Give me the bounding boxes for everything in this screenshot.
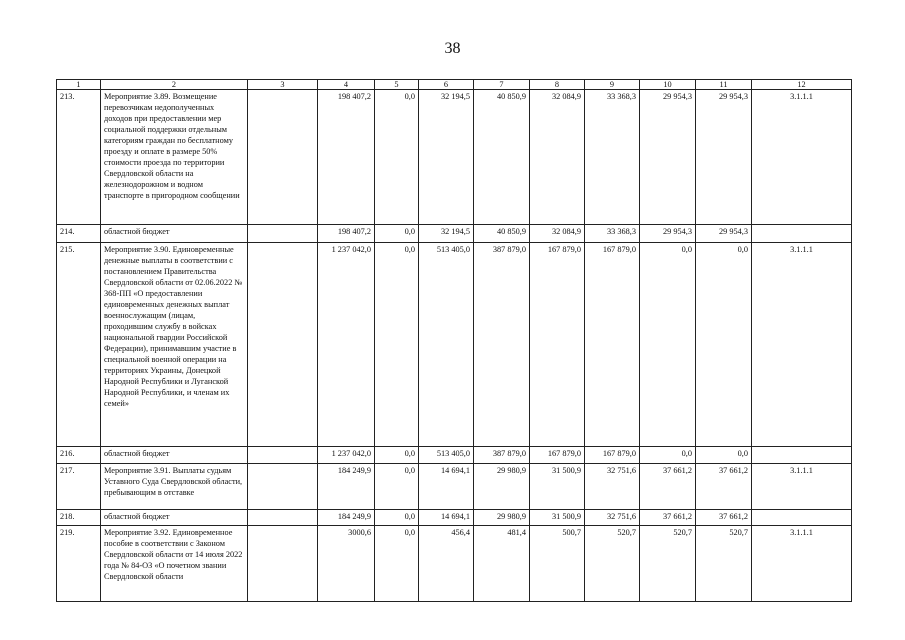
cell-col8: 32 084,9 <box>530 225 585 243</box>
cell-col6: 14 694,1 <box>419 510 474 526</box>
cell-col11: 520,7 <box>696 526 752 602</box>
cell-col5: 0,0 <box>375 90 419 225</box>
cell-col10: 0,0 <box>640 447 696 464</box>
cell-col7: 40 850,9 <box>474 225 530 243</box>
row-number: 215. <box>57 243 101 447</box>
cell-col9: 33 368,3 <box>585 225 640 243</box>
row-name: Мероприятие 3.89. Возмещение перевозчикам недополученных доходов при предоставлении мер социальной поддержки отдельным категориям граждан по бесплатному проезду и оплате в размере 50% стоимости проезда по территории Свердловской области на железнодорожном и водном транспорте в пригородном сообщении <box>101 90 248 225</box>
row-number: 217. <box>57 464 101 510</box>
cell-col7: 481,4 <box>474 526 530 602</box>
cell-col7: 29 980,9 <box>474 464 530 510</box>
cell-col6: 513 405,0 <box>419 243 474 447</box>
cell-col5: 0,0 <box>375 447 419 464</box>
cell-col3 <box>248 90 318 225</box>
cell-col6: 456,4 <box>419 526 474 602</box>
cell-col11: 29 954,3 <box>696 90 752 225</box>
cell-col10: 29 954,3 <box>640 225 696 243</box>
table-row <box>57 447 852 464</box>
cell-col6: 32 194,5 <box>419 90 474 225</box>
cell-col10: 37 661,2 <box>640 464 696 510</box>
cell-col10: 29 954,3 <box>640 90 696 225</box>
cell-col12: 3.1.1.1 <box>752 90 852 225</box>
cell-col11: 37 661,2 <box>696 510 752 526</box>
table-row <box>57 464 852 510</box>
column-header: 3 <box>248 80 318 90</box>
row-name: Мероприятие 3.92. Единовременное пособие в соответствии с Законом Свердловской области от 14 июля 2022 года № 84-ОЗ «О почетном звании Свердловской области <box>101 526 248 602</box>
cell-col10: 0,0 <box>640 243 696 447</box>
cell-col4: 184 249,9 <box>318 510 375 526</box>
table-row <box>57 510 852 526</box>
cell-col8: 167 879,0 <box>530 447 585 464</box>
row-name: областной бюджет <box>101 510 248 526</box>
row-name: Мероприятие 3.91. Выплаты судьям Уставного Суда Свердловской области, пребывающим в отставке <box>101 464 248 510</box>
cell-col6: 513 405,0 <box>419 447 474 464</box>
cell-col5: 0,0 <box>375 526 419 602</box>
cell-col3 <box>248 225 318 243</box>
cell-col5: 0,0 <box>375 225 419 243</box>
row-name: Мероприятие 3.90. Единовременные денежные выплаты в соответствии с постановлением Правительства Свердловской области от 02.06.2022 № 368-ПП «О предоставлении единовременных денежных выплат военнослужащим (лицам, проходившим службу в войсках национальной гвардии Российской Федерации), принимавшим участие в специальной военной операции на территориях Украины, Донецкой Народной Республики и Луганской Народной Республики, и членам их семей» <box>101 243 248 447</box>
cell-col8: 500,7 <box>530 526 585 602</box>
page-number: 38 <box>444 40 461 57</box>
row-number: 218. <box>57 510 101 526</box>
cell-col4: 198 407,2 <box>318 90 375 225</box>
row-name: областной бюджет <box>101 225 248 243</box>
cell-col9: 520,7 <box>585 526 640 602</box>
cell-col4: 184 249,9 <box>318 464 375 510</box>
table-row <box>57 90 852 225</box>
cell-col12 <box>752 225 852 243</box>
column-header: 1 <box>57 80 101 90</box>
column-header: 7 <box>474 80 530 90</box>
cell-col3 <box>248 464 318 510</box>
table-header-row <box>57 80 852 90</box>
cell-col6: 32 194,5 <box>419 225 474 243</box>
cell-col7: 40 850,9 <box>474 90 530 225</box>
table-row <box>57 225 852 243</box>
row-name: областной бюджет <box>101 447 248 464</box>
column-header: 10 <box>640 80 696 90</box>
cell-col7: 29 980,9 <box>474 510 530 526</box>
column-header: 11 <box>696 80 752 90</box>
cell-col3 <box>248 526 318 602</box>
cell-col9: 33 368,3 <box>585 90 640 225</box>
table-row <box>57 526 852 602</box>
row-number: 214. <box>57 225 101 243</box>
cell-col9: 167 879,0 <box>585 447 640 464</box>
row-number: 216. <box>57 447 101 464</box>
cell-col5: 0,0 <box>375 243 419 447</box>
column-header: 5 <box>375 80 419 90</box>
cell-col8: 31 500,9 <box>530 510 585 526</box>
cell-col3 <box>248 243 318 447</box>
cell-col3 <box>248 447 318 464</box>
cell-col12: 3.1.1.1 <box>752 464 852 510</box>
cell-col8: 31 500,9 <box>530 464 585 510</box>
cell-col8: 32 084,9 <box>530 90 585 225</box>
cell-col12 <box>752 447 852 464</box>
budget-table <box>56 79 852 602</box>
table-row <box>57 243 852 447</box>
column-header: 4 <box>318 80 375 90</box>
cell-col4: 198 407,2 <box>318 225 375 243</box>
cell-col11: 0,0 <box>696 447 752 464</box>
cell-col9: 167 879,0 <box>585 243 640 447</box>
column-header: 2 <box>101 80 248 90</box>
column-header: 6 <box>419 80 474 90</box>
column-header: 12 <box>752 80 852 90</box>
cell-col10: 37 661,2 <box>640 510 696 526</box>
cell-col12 <box>752 510 852 526</box>
cell-col4: 1 237 042,0 <box>318 243 375 447</box>
column-header: 9 <box>585 80 640 90</box>
column-header: 8 <box>530 80 585 90</box>
cell-col6: 14 694,1 <box>419 464 474 510</box>
cell-col9: 32 751,6 <box>585 510 640 526</box>
cell-col5: 0,0 <box>375 510 419 526</box>
row-number: 219. <box>57 526 101 602</box>
cell-col11: 29 954,3 <box>696 225 752 243</box>
cell-col12: 3.1.1.1 <box>752 243 852 447</box>
cell-col12: 3.1.1.1 <box>752 526 852 602</box>
cell-col11: 37 661,2 <box>696 464 752 510</box>
cell-col9: 32 751,6 <box>585 464 640 510</box>
cell-col4: 1 237 042,0 <box>318 447 375 464</box>
cell-col5: 0,0 <box>375 464 419 510</box>
cell-col3 <box>248 510 318 526</box>
cell-col11: 0,0 <box>696 243 752 447</box>
cell-col10: 520,7 <box>640 526 696 602</box>
cell-col7: 387 879,0 <box>474 447 530 464</box>
cell-col8: 167 879,0 <box>530 243 585 447</box>
cell-col4: 3000,6 <box>318 526 375 602</box>
row-number: 213. <box>57 90 101 225</box>
cell-col7: 387 879,0 <box>474 243 530 447</box>
